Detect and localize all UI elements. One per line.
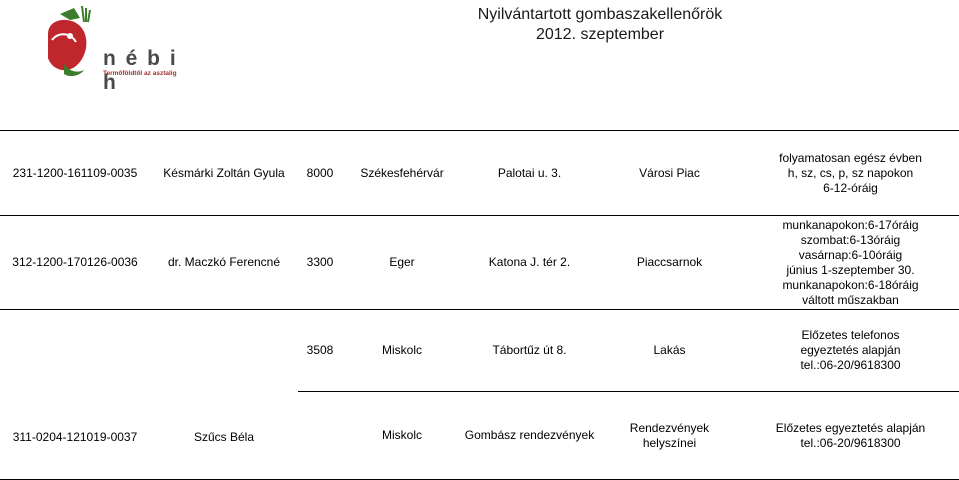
- hours-line: 6-12-óráig: [823, 180, 878, 195]
- cell-name: Szűcs Béla: [150, 310, 298, 480]
- cell-id: 231-1200-161109-0035: [0, 131, 150, 216]
- logo-tagline: Termőföldtől az asztalig: [103, 70, 177, 77]
- cell-city: Miskolc: [342, 392, 462, 480]
- cell-city: Eger: [342, 216, 462, 310]
- hours-line: június 1-szeptember 30.: [786, 262, 915, 277]
- cell-place: Lakás: [597, 310, 742, 392]
- cell-place: [597, 392, 742, 480]
- page-title: Nyilvántartott gombaszakellenőrök: [477, 6, 723, 23]
- cell-hours: [742, 310, 959, 392]
- hours-line: váltott műszakban: [802, 292, 899, 307]
- cell-name: Késmárki Zoltán Gyula: [150, 131, 298, 216]
- cell-address: Gombász rendezvények: [462, 392, 597, 480]
- cell-name: dr. Maczkó Ferencné: [150, 216, 298, 310]
- cell-place: Piaccsarnok: [597, 216, 742, 310]
- hours-line: szombat:6-13óráig: [800, 232, 901, 247]
- logo: [40, 4, 200, 94]
- hours-line: munkanapokon:6-17óráig: [782, 217, 919, 232]
- cell-id: 311-0204-121019-0037: [0, 310, 150, 480]
- cell-hours: [742, 216, 959, 310]
- cell-city: Székesfehérvár: [342, 131, 462, 216]
- cell-zip: 3508: [298, 310, 342, 392]
- hours-line: tel.:06-20/9618300: [800, 358, 901, 372]
- page-subtitle: 2012. szeptember: [535, 26, 665, 43]
- table-row: [0, 310, 959, 392]
- hours-line: vasárnap:6-10óráig: [798, 247, 903, 262]
- hours-line: munkanapokon:6-18óráig: [782, 277, 919, 292]
- place-line: Rendezvények: [629, 420, 710, 435]
- cell-zip: 3300: [298, 216, 342, 310]
- table-row: [0, 216, 959, 310]
- hours-line: folyamatosan egész évben: [779, 150, 922, 165]
- hours-line: Előzetes egyeztetés alapján: [775, 420, 926, 435]
- place-line: helyszínei: [642, 435, 697, 450]
- cell-city: Miskolc: [342, 310, 462, 392]
- cell-address: Tábortűz út 8.: [462, 310, 597, 392]
- table-row: [0, 131, 959, 216]
- cell-address: Katona J. tér 2.: [462, 216, 597, 310]
- cell-address: Palotai u. 3.: [462, 131, 597, 216]
- hours-line: tel.:06-20/9618300: [800, 435, 901, 450]
- cell-zip: 8000: [298, 131, 342, 216]
- nebih-emblem-icon: [40, 4, 100, 84]
- hours-line: egyeztetés alapján: [800, 343, 901, 357]
- cell-hours: [742, 392, 959, 480]
- inspector-table: [0, 130, 959, 480]
- cell-id: 312-1200-170126-0036: [0, 216, 150, 310]
- logo-name: n é b i h: [103, 47, 178, 94]
- cell-place: Városi Piac: [597, 131, 742, 216]
- hours-line: h, sz, cs, p, sz napokon: [787, 165, 914, 180]
- hours-line: Előzetes telefonos: [801, 328, 900, 342]
- cell-zip: [298, 392, 342, 480]
- cell-hours: [742, 131, 959, 216]
